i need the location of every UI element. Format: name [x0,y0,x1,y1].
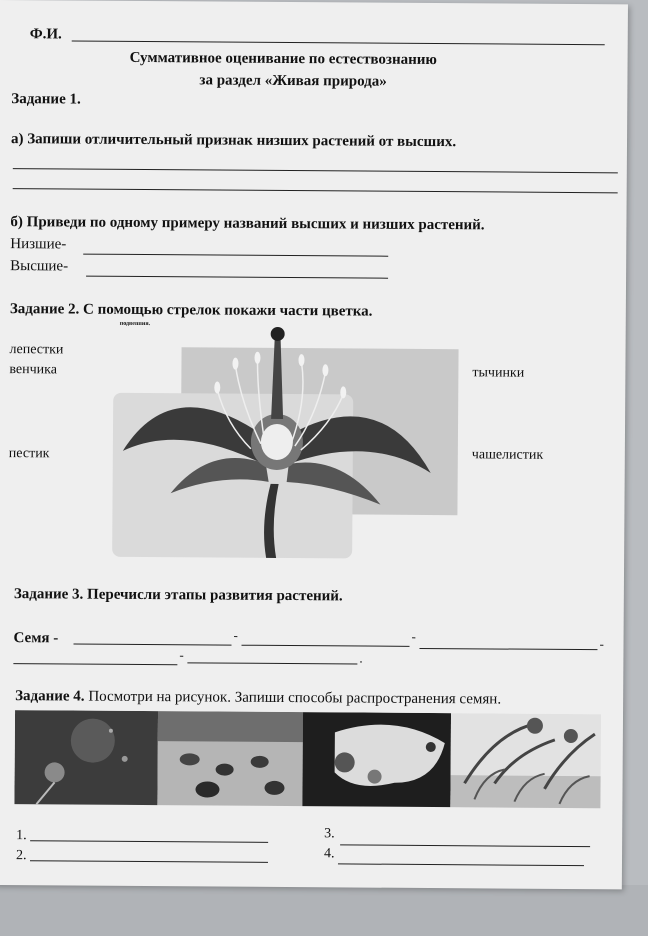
stage-answer-line-5 [187,662,357,664]
image-dandelion-wind [14,710,158,805]
image-mangrove [450,713,601,808]
answer-4-label: 4. [323,846,335,862]
answer-1-label: 1. [16,828,27,844]
stage-dash-2: - [411,628,416,644]
stage-end-dot: . [359,650,363,666]
higher-plants-label: Высшие- [10,258,69,275]
stage-dash-1: - [233,627,238,643]
label-petals-line1: лепестки [9,342,64,358]
lower-plants-answer-line [83,254,388,257]
fio-label: Ф.И. [29,26,62,43]
seed-label: Семя - [13,630,59,647]
answer-2-label: 2. [15,848,27,864]
seed-dispersal-images [14,710,603,810]
fio-answer-line [72,41,605,46]
task1-a-answer-line-2 [13,188,618,193]
stage-dash-3: - [599,636,604,652]
title-line-2: за раздел «Живая природа» [199,72,387,90]
label-stamens: тычинки [472,365,525,381]
task4-heading-rest: Посмотри на рисунок. Запиши способы распространения семян. [84,688,502,708]
task1-a-answer-line-1 [13,168,618,173]
task1-a-question: а) Запиши отличительный признак низших растений от высших. [10,131,457,151]
task2-small-note: подвеппия. [119,320,151,328]
pistil-stigma [271,327,285,341]
flower-illustration [110,320,462,561]
image-animal-fur [302,712,451,807]
background-surface [0,885,648,936]
image-water-shore [157,711,303,806]
task4-heading-bold: Задание 4. [15,688,85,705]
stage-answer-line-1 [74,644,232,646]
answer-3-line [340,844,590,847]
task1-b-question: б) Приведи по одному примеру названий высших и низших растений. [10,214,485,234]
task1-heading: Задание 1. [11,91,81,108]
lower-plants-label: Низшие- [10,236,67,253]
answer-2-line [30,860,268,863]
label-sepal: чашелистик [471,447,544,463]
label-pistil: пестик [8,446,50,462]
title-line-1: Суммативное оценивание по естествознанию [129,49,437,69]
label-petals-line2: венчика [9,362,58,378]
ovary-cut [261,424,293,460]
higher-plants-answer-line [86,276,388,279]
task3-heading: Задание 3. Перечисли этапы развития растений. [13,586,343,605]
task4-heading [15,688,501,708]
task2-heading: Задание 2. С помощью стрелок покажи части цветка. [9,301,373,320]
stage-answer-line-2 [241,645,409,647]
answer-4-line [338,863,584,866]
answer-1-line [30,840,268,843]
stage-answer-line-3 [419,648,597,650]
answer-3-label: 3. [324,826,335,842]
stage-dash-4: - [179,647,184,663]
stage-answer-line-4 [13,663,177,665]
